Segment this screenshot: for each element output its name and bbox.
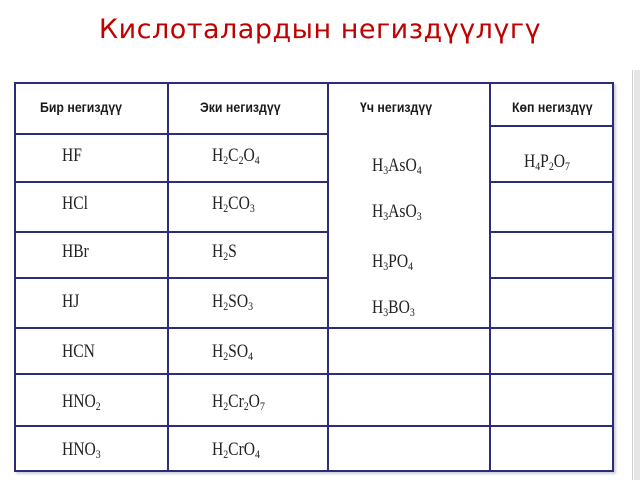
slide-edge-shade (634, 70, 640, 480)
formula-subscript: 4 (535, 159, 541, 173)
formula-di-2 (212, 194, 255, 213)
formula-part: HNO (62, 391, 96, 412)
formula-subscript: 4 (254, 153, 260, 167)
table-grid (14, 82, 614, 472)
formula-tri-4 (372, 298, 415, 317)
formula-subscript: 3 (249, 201, 255, 215)
formula-subscript: 2 (223, 349, 229, 363)
formula-mono-3 (62, 242, 89, 261)
slide-edge-line (632, 70, 633, 480)
formula-part: O (243, 145, 255, 166)
formula-part: H (212, 241, 224, 262)
header-tri: Үч негиздүү (360, 99, 433, 115)
formula-part: HBr (62, 241, 89, 262)
formula-subscript: 7 (259, 399, 265, 413)
formula-mono-6 (62, 392, 101, 411)
formula-part: CrO (228, 439, 256, 460)
formula-part: HF (62, 145, 82, 166)
formula-part: PO (388, 251, 409, 272)
formula-di-5 (212, 342, 253, 361)
formula-subscript: 3 (416, 209, 422, 223)
acid-basicity-table (14, 82, 614, 472)
formula-part: HJ (62, 291, 80, 312)
formula-subscript: 2 (223, 249, 229, 263)
formula-subscript: 2 (223, 201, 229, 215)
formula-subscript: 2 (223, 153, 229, 167)
formula-subscript: 2 (223, 399, 229, 413)
formula-part: H (372, 251, 384, 272)
formula-part: SO (228, 291, 249, 312)
formula-part: H (372, 201, 384, 222)
formula-part: AsO (388, 155, 417, 176)
formula-part: H (372, 155, 384, 176)
formula-part: CO (228, 193, 250, 214)
formula-subscript: 2 (95, 399, 101, 413)
formula-subscript: 3 (383, 259, 389, 273)
formula-mono-5 (62, 342, 95, 361)
formula-part: O (248, 391, 260, 412)
formula-part: H (212, 439, 224, 460)
formula-di-4 (212, 292, 253, 311)
formula-di-7 (212, 440, 260, 459)
formula-di-6 (212, 392, 265, 411)
formula-subscript: 2 (223, 299, 229, 313)
formula-tri-2 (372, 202, 422, 221)
formula-part: H (212, 145, 224, 166)
formula-part: HCl (62, 193, 88, 214)
formula-subscript: 4 (416, 163, 422, 177)
formula-part: O (553, 151, 566, 172)
formula-part: H (372, 297, 384, 318)
formula-subscript: 4 (255, 447, 260, 461)
formula-subscript: 2 (223, 447, 229, 461)
formula-subscript: 3 (409, 305, 415, 319)
formula-part: H (212, 193, 224, 214)
formula-subscript: 2 (243, 399, 249, 413)
formula-part: SO (228, 341, 249, 362)
formula-part: H (212, 291, 224, 312)
header-mono: Бир негиздүү (40, 99, 123, 115)
formula-part: AsO (388, 201, 417, 222)
formula-tri-1 (372, 156, 422, 175)
formula-mono-4 (62, 292, 79, 311)
formula-mono-2 (62, 194, 88, 213)
formula-subscript: 3 (383, 163, 389, 177)
formula-part: H (524, 151, 536, 172)
formula-part: HCN (62, 341, 95, 362)
formula-subscript: 3 (248, 299, 254, 313)
header-poly: Көп негиздүү (512, 99, 593, 115)
formula-part: BO (388, 297, 410, 318)
formula-subscript: 2 (548, 159, 554, 173)
header-di: Эки негиздүү (200, 99, 281, 115)
formula-part: S (228, 241, 237, 262)
formula-di-1 (212, 146, 260, 165)
formula-di-3 (212, 242, 237, 261)
formula-part: P (540, 151, 549, 172)
formula-subscript: 3 (383, 209, 389, 223)
formula-poly-1 (524, 152, 570, 171)
formula-part: H (212, 341, 224, 362)
formula-subscript: 7 (565, 159, 570, 173)
formula-subscript: 2 (238, 153, 244, 167)
formula-subscript: 4 (248, 349, 254, 363)
formula-subscript: 3 (383, 305, 389, 319)
formula-mono-1 (62, 146, 82, 165)
formula-part: Cr (228, 391, 244, 412)
formula-tri-3 (372, 252, 413, 271)
formula-part: C (228, 145, 239, 166)
slide-title: Кислоталардын негиздүүлүгү (98, 14, 542, 45)
formula-part: HNO (62, 439, 96, 460)
formula-part: H (212, 391, 224, 412)
formula-subscript: 3 (95, 447, 101, 461)
formula-mono-7 (62, 440, 101, 459)
formula-subscript: 4 (408, 259, 414, 273)
